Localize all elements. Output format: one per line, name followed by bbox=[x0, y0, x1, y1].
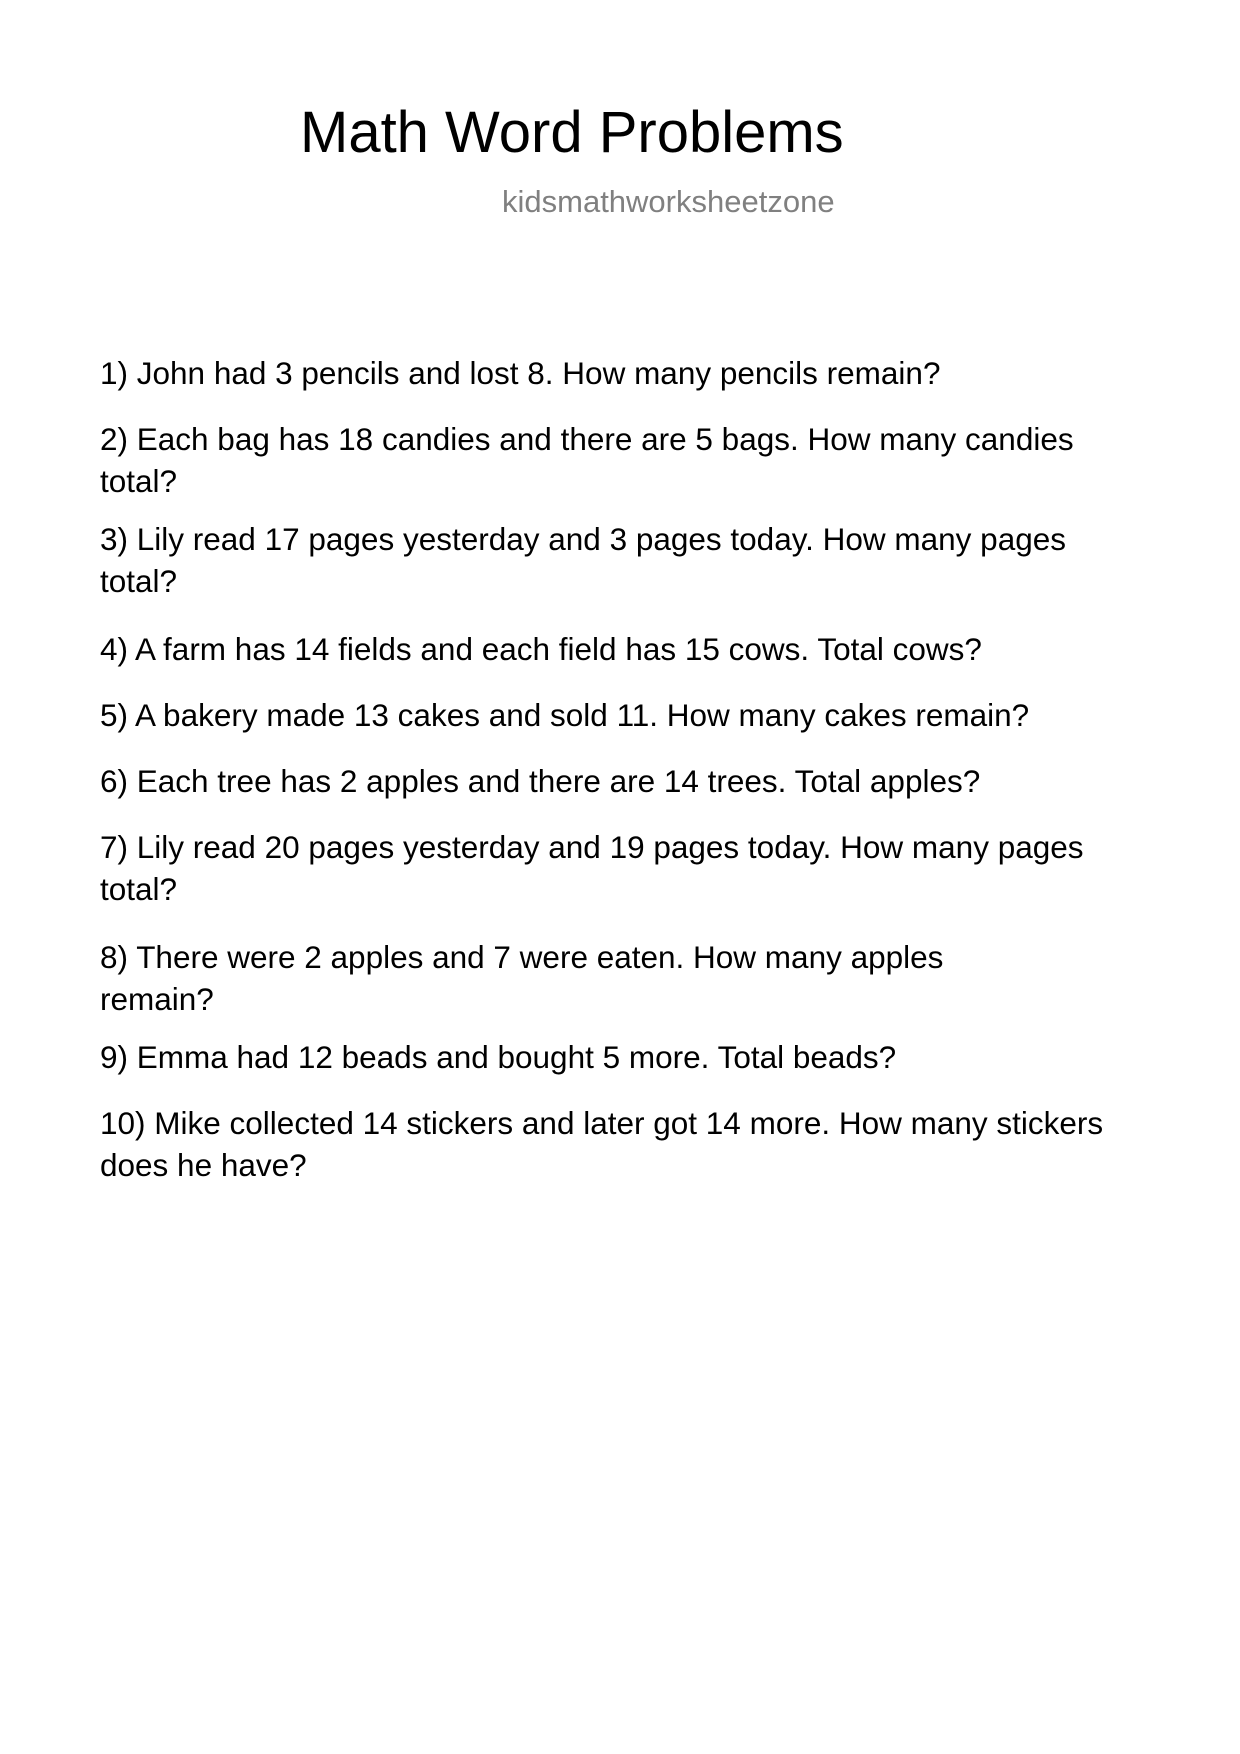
page-subtitle: kidsmathworksheetzone bbox=[502, 184, 835, 219]
problem-item-10: 10) Mike collected 14 stickers and later got 14 more. How many stickers does he have? bbox=[100, 1105, 1104, 1183]
problem-item-9: 9) Emma had 12 beads and bought 5 more. Total beads? bbox=[100, 1039, 897, 1075]
problem-item-4: 4) A farm has 14 fields and each field has 15 cows. Total cows? bbox=[100, 631, 982, 667]
problem-item-1: 1) John had 3 pencils and lost 8. How many pencils remain? bbox=[100, 355, 941, 391]
problem-item-8: 8) There were 2 apples and 7 were eaten. How many apples remain? bbox=[100, 939, 944, 1017]
problem-item-7: 7) Lily read 20 pages yesterday and 19 pages today. How many pages total? bbox=[100, 829, 1084, 907]
page-title: Math Word Problems bbox=[300, 100, 844, 165]
problem-item-3: 3) Lily read 17 pages yesterday and 3 pages today. How many pages total? bbox=[100, 521, 1067, 599]
problem-item-6: 6) Each tree has 2 apples and there are 14 trees. Total apples? bbox=[100, 763, 981, 799]
problem-item-2: 2) Each bag has 18 candies and there are 5 bags. How many candies total? bbox=[100, 421, 1074, 499]
problem-item-5: 5) A bakery made 13 cakes and sold 11. How many cakes remain? bbox=[100, 697, 1030, 733]
